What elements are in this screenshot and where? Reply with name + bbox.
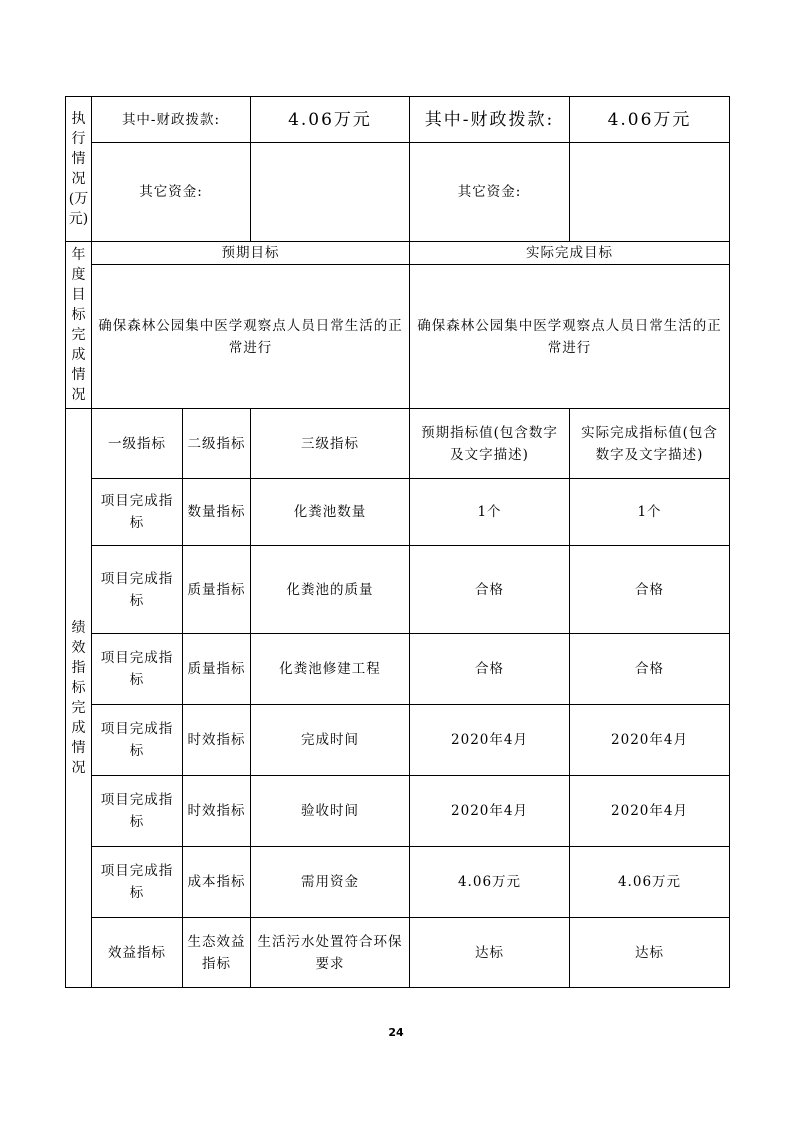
row-level1: 项目完成指标 — [92, 634, 183, 705]
other-label-2: 其它资金: — [410, 143, 570, 242]
row-expected: 合格 — [410, 634, 570, 705]
goal-header-row — [66, 242, 730, 265]
actual-goal-text: 确保森林公园集中医学观察点人员日常生活的正常进行 — [410, 265, 730, 409]
other-funds-row — [66, 143, 730, 242]
actual-goal-header: 实际完成目标 — [410, 242, 730, 265]
row-level2: 数量指标 — [183, 479, 251, 546]
header-level1: 一级指标 — [92, 409, 183, 479]
row-expected: 达标 — [410, 918, 570, 988]
row-actual: 1个 — [570, 479, 730, 546]
header-actual: 实际完成指标值(包含数字及文字描述) — [570, 409, 730, 479]
row-level1: 效益指标 — [92, 918, 183, 988]
row-level2: 质量指标 — [183, 546, 251, 634]
fiscal-label-1: 其中-财政拨款: — [92, 97, 251, 143]
row-expected: 2020年4月 — [410, 776, 570, 847]
table-row — [66, 847, 730, 918]
fiscal-label-2: 其中-财政拨款: — [410, 97, 570, 143]
row-actual: 合格 — [570, 546, 730, 634]
header-level2: 二级指标 — [183, 409, 251, 479]
table-row — [66, 776, 730, 847]
row-expected: 4.06万元 — [410, 847, 570, 918]
row-level1: 项目完成指标 — [92, 705, 183, 776]
row-level3: 生活污水处置符合环保要求 — [251, 918, 410, 988]
row-level1: 项目完成指标 — [92, 847, 183, 918]
fiscal-value-2: 4.06万元 — [570, 97, 730, 143]
row-level2: 成本指标 — [183, 847, 251, 918]
goal-side-label: 年度目标完成情况 — [66, 242, 92, 409]
row-actual: 2020年4月 — [570, 705, 730, 776]
row-actual: 4.06万元 — [570, 847, 730, 918]
row-level3: 化粪池的质量 — [251, 546, 410, 634]
other-label-1: 其它资金: — [92, 143, 251, 242]
row-level1: 项目完成指标 — [92, 479, 183, 546]
funding-side-label: 执行情况(万元) — [66, 97, 92, 242]
fiscal-row — [66, 97, 730, 143]
table-row — [66, 634, 730, 705]
indicator-header-row — [66, 409, 730, 479]
row-actual: 合格 — [570, 634, 730, 705]
row-level2: 质量指标 — [183, 634, 251, 705]
performance-table — [65, 96, 730, 988]
expected-goal-text: 确保森林公园集中医学观察点人员日常生活的正常进行 — [92, 265, 410, 409]
table-row — [66, 546, 730, 634]
row-level1: 项目完成指标 — [92, 546, 183, 634]
performance-side-label: 绩效指标完成情况 — [66, 409, 92, 988]
other-value-1 — [251, 143, 410, 242]
row-level3: 化粪池修建工程 — [251, 634, 410, 705]
row-expected: 合格 — [410, 546, 570, 634]
row-level3: 需用资金 — [251, 847, 410, 918]
row-level2: 生态效益指标 — [183, 918, 251, 988]
row-expected: 1个 — [410, 479, 570, 546]
page-number: 24 — [388, 1026, 404, 1039]
table-row — [66, 705, 730, 776]
row-level2: 时效指标 — [183, 776, 251, 847]
row-level1: 项目完成指标 — [92, 776, 183, 847]
table-row — [66, 918, 730, 988]
goal-text-row — [66, 265, 730, 409]
header-level3: 三级指标 — [251, 409, 410, 479]
expected-goal-header: 预期目标 — [92, 242, 410, 265]
header-expected: 预期指标值(包含数字及文字描述) — [410, 409, 570, 479]
row-actual: 达标 — [570, 918, 730, 988]
table-row — [66, 479, 730, 546]
fiscal-value-1: 4.06万元 — [251, 97, 410, 143]
row-level3: 化粪池数量 — [251, 479, 410, 546]
row-level3: 完成时间 — [251, 705, 410, 776]
row-actual: 2020年4月 — [570, 776, 730, 847]
row-expected: 2020年4月 — [410, 705, 570, 776]
row-level2: 时效指标 — [183, 705, 251, 776]
other-value-2 — [570, 143, 730, 242]
row-level3: 验收时间 — [251, 776, 410, 847]
